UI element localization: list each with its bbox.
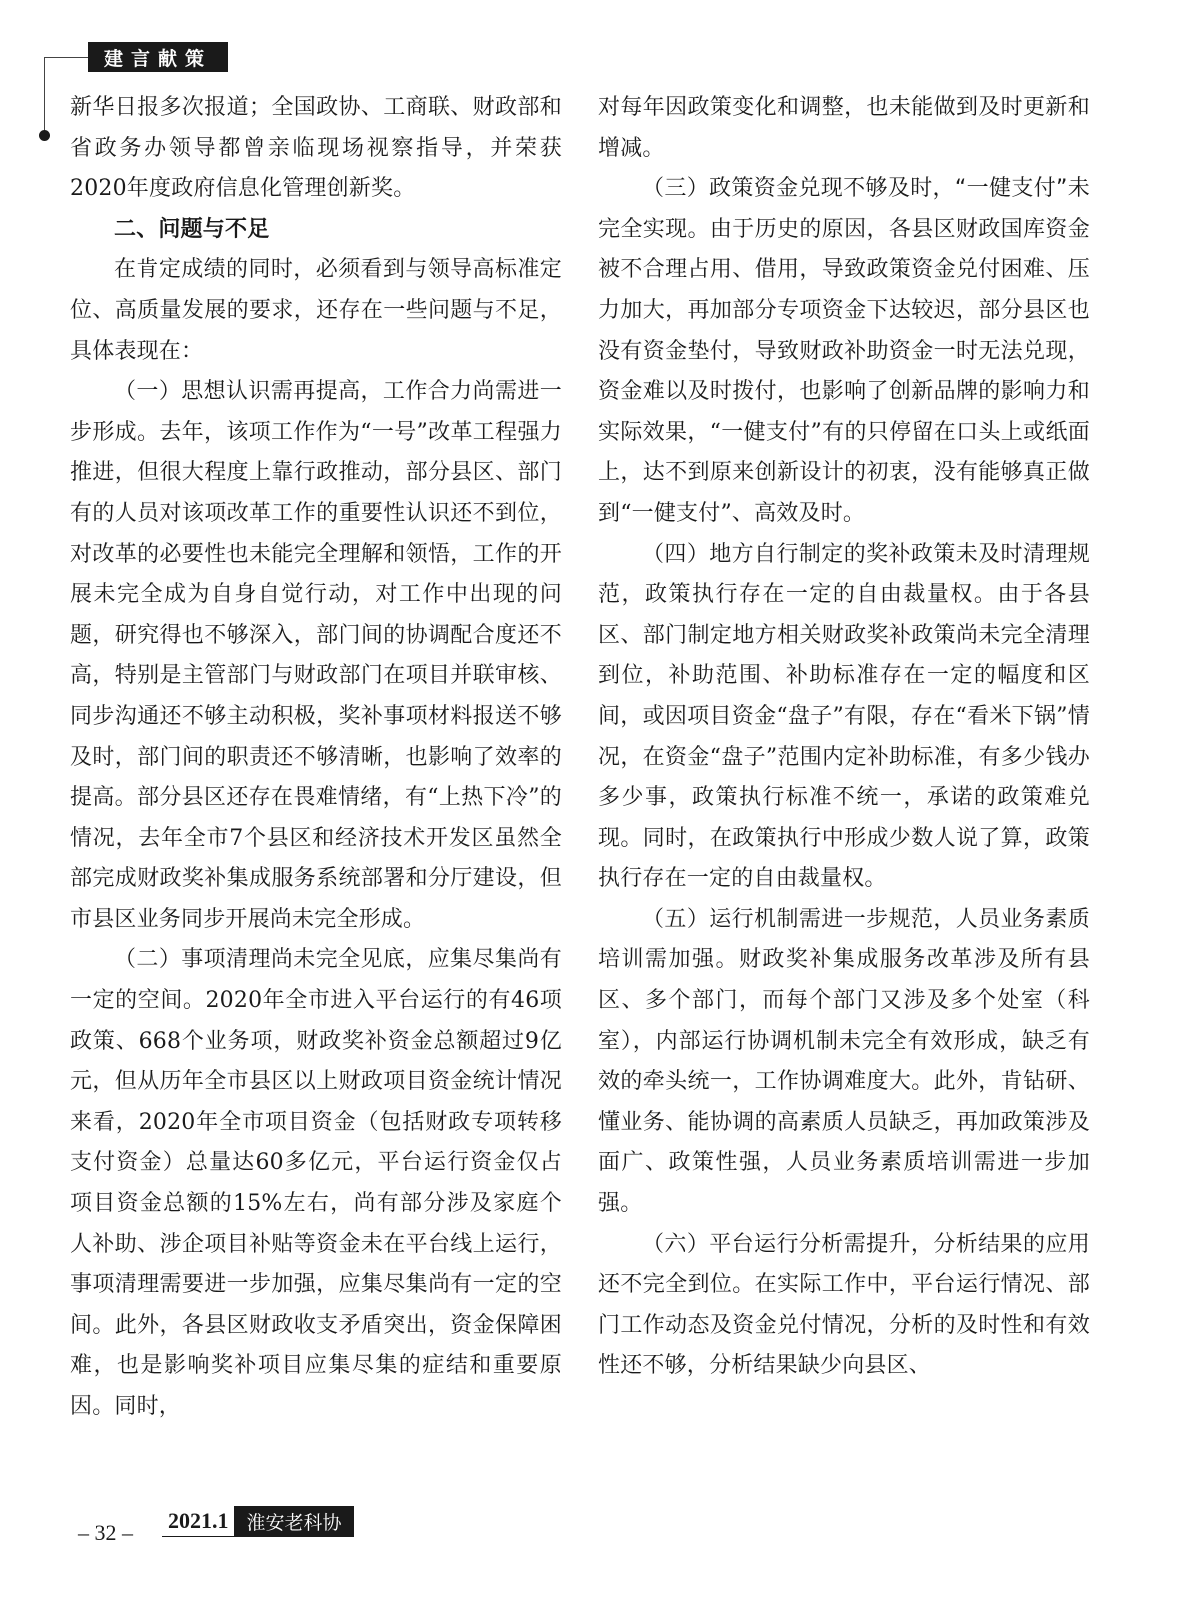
paragraph-text: 由于历史的原因，各县区财政国库资金被不合理占用、借用，导致政策资金兑付困难、压力加大，再加部分专项资金下达较迟，部分县区也没有资金垫付，导致财政补助资金一时无法兑现，资金难以及时拨付，也影响了创新品牌的影响力和实际效果，“一健支付”有的只停留在口头上或纸面上，达不到原来创新设计的初衷，没有能够真正做到“一健支付”、高效及时。 [598,216,1090,526]
paragraph-text: 财政奖补集成服务改革涉及所有县区、多个部门，而每个部门又涉及多个处室（科室），内部运行协调机制未完全有效形成，缺乏有效的牵头统一，工作协调难度大。此外，肯钻研、懂业务、能协调的高素质人员缺乏，再加政策涉及面广、政策性强，人员业务素质培训需进一步加强。 [598,947,1090,1217]
subsection-heading: （三）政策资金兑现不够及时，“一健支付”未完全实现。 [598,176,1090,242]
header-rule-vertical [44,57,45,135]
section-heading [70,210,562,251]
paragraph-continued [598,88,1090,169]
paragraph [598,900,1090,1225]
section-label: 建言献策 [88,42,228,72]
paragraph [70,250,562,372]
subsection-heading: （四）地方自行制定的奖补政策未及时清理规范，政策执行存在一定的自由裁量权。 [598,541,1090,608]
paragraph-text: 新华日报多次报道；全国政协、工商联、财政部和省政务办领导都曾亲临现场视察指导，并荣获2020年度政府信息化管理创新奖。 [70,95,562,202]
paragraph [598,535,1090,900]
paragraph [70,940,562,1427]
header-dot-icon [39,130,50,141]
paragraph-continued [70,88,562,210]
paragraph-text: 由于各县区、部门制定地方相关财政奖补政策尚未完全清理到位，补助范围、补助标准存在一定的幅度和区间，或因项目资金“盘子”有限，存在“看米下锅”情况，在资金“盘子”范围内定补助标准，有多少钱办多少事，政策执行标准不统一，承诺的政策难兑现。同时，在政策执行中形成少数人说了算，政策执行存在一定的自由裁量权。 [598,582,1090,892]
header-rule [44,57,88,58]
page-number: – 32 – [78,1520,133,1545]
paragraph-text: 对每年因政策变化和调整，也未能做到及时更新和增减。 [598,95,1090,161]
paragraph-text: 2020年全市进入平台运行的有46项政策、668个业务项，财政奖补资金总额超过9亿元，但从历年全市县区以上财政项目资金统计情况来看，2020年全市项目资金（包括财政专项转移支付资金）总量达60多亿元，平台运行资金仅占项目资金总额的15%左右，尚有部分涉及家庭个人补助、涉企项目补贴等资金未在平台线上运行，事项清理需要进一步加强，应集尽集尚有一定的空间。此外，各县区财政收支矛盾突出，资金保障困难，也是影响奖补项目应集尽集的症结和重要原因。同时， [70,988,562,1419]
paragraph-text: 二、问题与不足 [114,216,270,242]
issue-number: 2021.1 [168,1508,229,1533]
footer-rule [162,1536,354,1537]
right-column [598,88,1090,1387]
subsection-heading: （五）运行机制需进一步规范，人员业务素质培训需加强。 [598,906,1090,973]
magazine-name: 淮安老科协 [234,1506,354,1536]
paragraph-text: 去年，该项工作作为“一号”改革工程强力推进，但很大程度上靠行政推动，部分县区、部门有的人员对该项改革工作的重要性认识还不到位，对改革的必要性也未能完全理解和领悟，工作的开展未完全成为自身自觉行动，对工作中出现的问题，研究得也不够深入，部门间的协调配合度还不高，特别是主管部门与财政部门在项目并联审核、同步沟通还不够主动积极，奖补事项材料报送不够及时，部门间的职责还不够清晰，也影响了效率的提高。部分县区还存在畏难情绪，有“上热下冷”的情况，去年全市7个县区和经济技术开发区虽然全部完成财政奖补集成服务系统部署和分厅建设，但市县区业务同步开展尚未完全形成。 [70,419,562,932]
left-column [70,88,562,1428]
paragraph-text: 在实际工作中，平台运行情况、部门工作动态及资金兑付情况，分析的及时性和有效性还不够，分析结果缺少向县区、 [598,1272,1090,1379]
subsection-heading: （一）思想认识需再提高，工作合力尚需进一步形成。 [70,379,562,445]
paragraph [598,1225,1090,1387]
paragraph-text: 在肯定成绩的同时，必须看到与领导高标准定位、高质量发展的要求，还存在一些问题与不足，具体表现在： [70,257,562,364]
paragraph [70,372,562,940]
subsection-heading: （六）平台运行分析需提升，分析结果的应用还不完全到位。 [598,1231,1090,1298]
paragraph [598,169,1090,534]
subsection-heading: （二）事项清理尚未完全见底，应集尽集尚有一定的空间。 [70,947,562,1014]
